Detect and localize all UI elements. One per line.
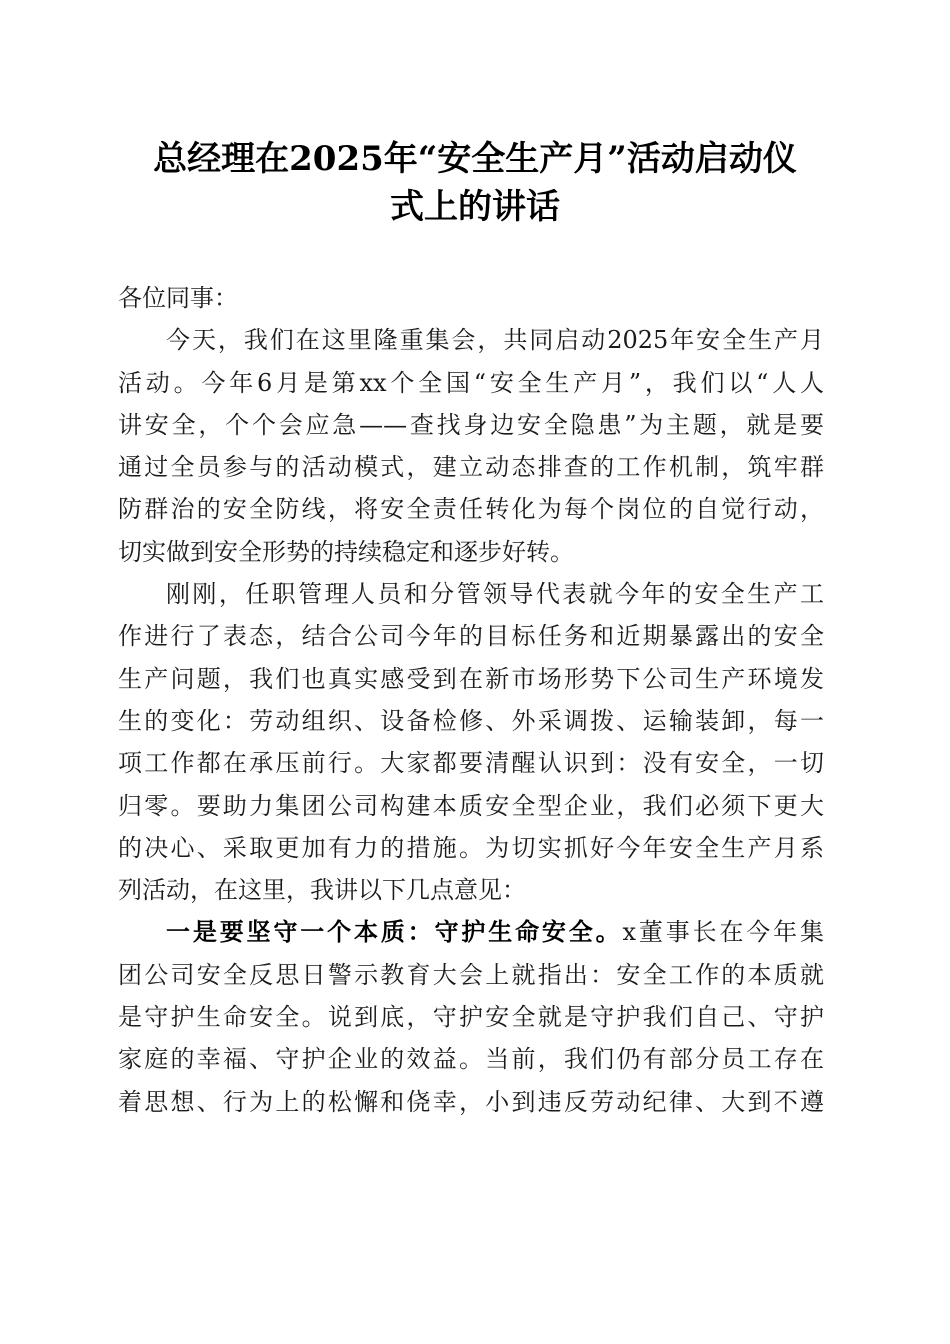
point-one-text: x董事长在今年集	[622, 918, 825, 947]
document-title	[118, 135, 832, 231]
title-line-2: 式上的讲话	[390, 187, 560, 227]
paragraph-line: 生产问题，我们也真实感受到在新市场形势下公司生产环境发	[118, 664, 824, 693]
paragraph-point-one	[118, 911, 824, 1122]
point-one-heading: 一是要坚守一个本质：守护生命安全。	[166, 917, 623, 947]
salutation	[118, 277, 824, 319]
paragraph-line: 讲安全，个个会应急——查找身边安全隐患”为主题，就是要	[118, 410, 824, 439]
paragraph-opening	[118, 319, 824, 573]
paragraph-line: 列活动，在这里，我讲以下几点意见：	[118, 876, 526, 905]
paragraph-line: 团公司安全反思日警示教育大会上就指出：安全工作的本质就	[118, 960, 824, 989]
paragraph-line	[118, 911, 824, 953]
paragraph-line: 着思想、行为上的松懈和侥幸，小到违反劳动纪律、大到不遵	[118, 1087, 824, 1116]
paragraph-line: 归零。要助力集团公司构建本质安全型企业，我们必须下更大	[118, 791, 824, 820]
paragraph-line: 生的变化：劳动组织、设备检修、外采调拨、运输装卸，每一	[118, 706, 824, 735]
title-line-1: 总经理在2025年“安全生产月”活动启动仪	[153, 139, 797, 179]
paragraph-line: 活动。今年6月是第xx个全国“安全生产月”，我们以“人人	[118, 368, 824, 397]
paragraph-line: 作进行了表态，结合公司今年的目标任务和近期暴露出的安全	[118, 622, 824, 651]
paragraph-context	[118, 573, 824, 911]
document-body	[118, 277, 824, 1123]
paragraph-line: 今天，我们在这里隆重集会，共同启动2025年安全生产月	[166, 326, 824, 355]
paragraph-line: 项工作都在承压前行。大家都要清醒认识到：没有安全，一切	[118, 749, 824, 778]
paragraph-line: 刚刚，任职管理人员和分管领导代表就今年的安全生产工	[166, 580, 824, 609]
paragraph-line: 切实做到安全形势的持续稳定和逐步好转。	[118, 537, 574, 566]
paragraph-line: 防群治的安全防线，将安全责任转化为每个岗位的自觉行动，	[118, 495, 824, 524]
paragraph-line: 通过全员参与的活动模式，建立动态排查的工作机制，筑牢群	[118, 453, 824, 482]
salutation-text: 各位同事：	[118, 284, 238, 312]
paragraph-line: 的决心、采取更加有力的措施。为切实抓好今年安全生产月系	[118, 833, 824, 862]
paragraph-line: 是守护生命安全。说到底，守护安全就是守护我们自己、守护	[118, 1003, 824, 1032]
paragraph-line: 家庭的幸福、守护企业的效益。当前，我们仍有部分员工存在	[118, 1045, 824, 1074]
